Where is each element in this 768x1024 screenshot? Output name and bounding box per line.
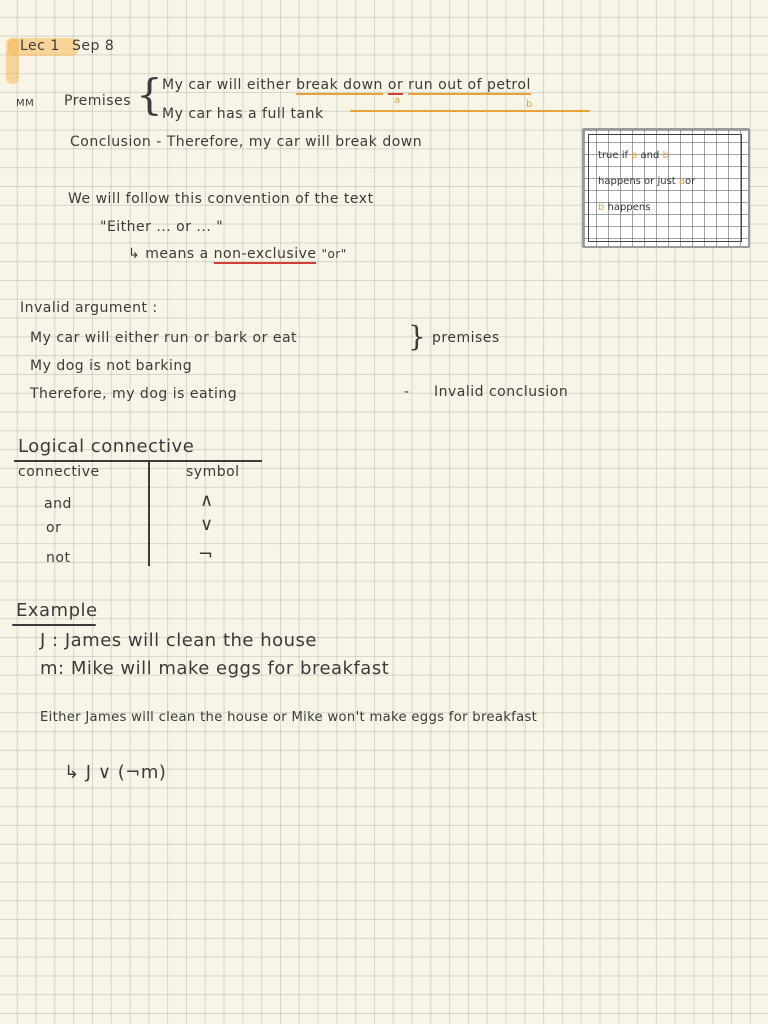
invalid-line-2: My dog is not barking bbox=[30, 358, 193, 374]
row-and-name: and bbox=[44, 496, 72, 512]
table-top-rule bbox=[14, 460, 262, 462]
header-highlight-tab bbox=[6, 38, 19, 84]
invalid-line-1: My car will either run or bark or eat bbox=[30, 330, 298, 346]
invalid-line-3: Therefore, my dog is eating bbox=[30, 386, 238, 402]
row-not-name: not bbox=[46, 550, 71, 566]
premises-brace: { bbox=[136, 70, 163, 119]
invalid-conclusion-note: Invalid conclusion bbox=[434, 384, 569, 400]
premises-label: Premises bbox=[64, 93, 131, 109]
date-label: Sep 8 bbox=[72, 38, 115, 54]
premise-or: or bbox=[387, 77, 404, 93]
non-exclusive-term: non-exclusive bbox=[213, 246, 317, 262]
note-box: true if a and b happens or just aor b happens bbox=[582, 128, 750, 248]
mark-b: b bbox=[526, 99, 533, 110]
premise-2: My car has a full tank bbox=[162, 106, 324, 122]
lecture-label: Lec 1 bbox=[20, 38, 60, 54]
premise-1: My car will either break down or run out of petrol bbox=[162, 77, 531, 93]
invalid-title: Invalid argument : bbox=[20, 300, 158, 316]
convention-line-1: We will follow this convention of the text bbox=[68, 191, 374, 207]
col-connective: connective bbox=[18, 464, 100, 480]
example-title: Example bbox=[16, 600, 98, 621]
premise-a-text: break down bbox=[296, 77, 383, 93]
margin-tag: MM bbox=[16, 98, 35, 109]
conclusion-line: Conclusion - Therefore, my car will break down bbox=[70, 134, 423, 150]
example-formula: ↳ J ∨ (¬m) bbox=[64, 762, 167, 783]
invalid-premises-note: premises bbox=[432, 330, 500, 346]
connectives-title: Logical connective bbox=[18, 436, 195, 457]
example-m-def: m: Mike will make eggs for breakfast bbox=[40, 658, 390, 679]
col-symbol: symbol bbox=[186, 464, 240, 480]
row-or-symbol: ∨ bbox=[200, 514, 214, 535]
invalid-dash: - bbox=[404, 384, 410, 400]
invalid-brace: } bbox=[408, 320, 426, 353]
row-or-name: or bbox=[46, 520, 62, 536]
table-divider bbox=[148, 462, 150, 566]
convention-line-3: ↳ means a non-exclusive "or" bbox=[128, 246, 347, 262]
example-underline bbox=[12, 624, 96, 626]
example-sentence: Either James will clean the house or Mike won't make eggs for breakfast bbox=[40, 710, 538, 725]
premise-b-text: run out of petrol bbox=[408, 77, 531, 93]
mark-a: a bbox=[394, 95, 401, 106]
row-and-symbol: ∧ bbox=[200, 490, 214, 511]
example-j-def: J : James will clean the house bbox=[40, 630, 317, 651]
convention-line-2: "Either ... or ... " bbox=[100, 219, 224, 235]
row-not-symbol: ¬ bbox=[198, 544, 214, 565]
premise-underline-long bbox=[350, 110, 590, 112]
